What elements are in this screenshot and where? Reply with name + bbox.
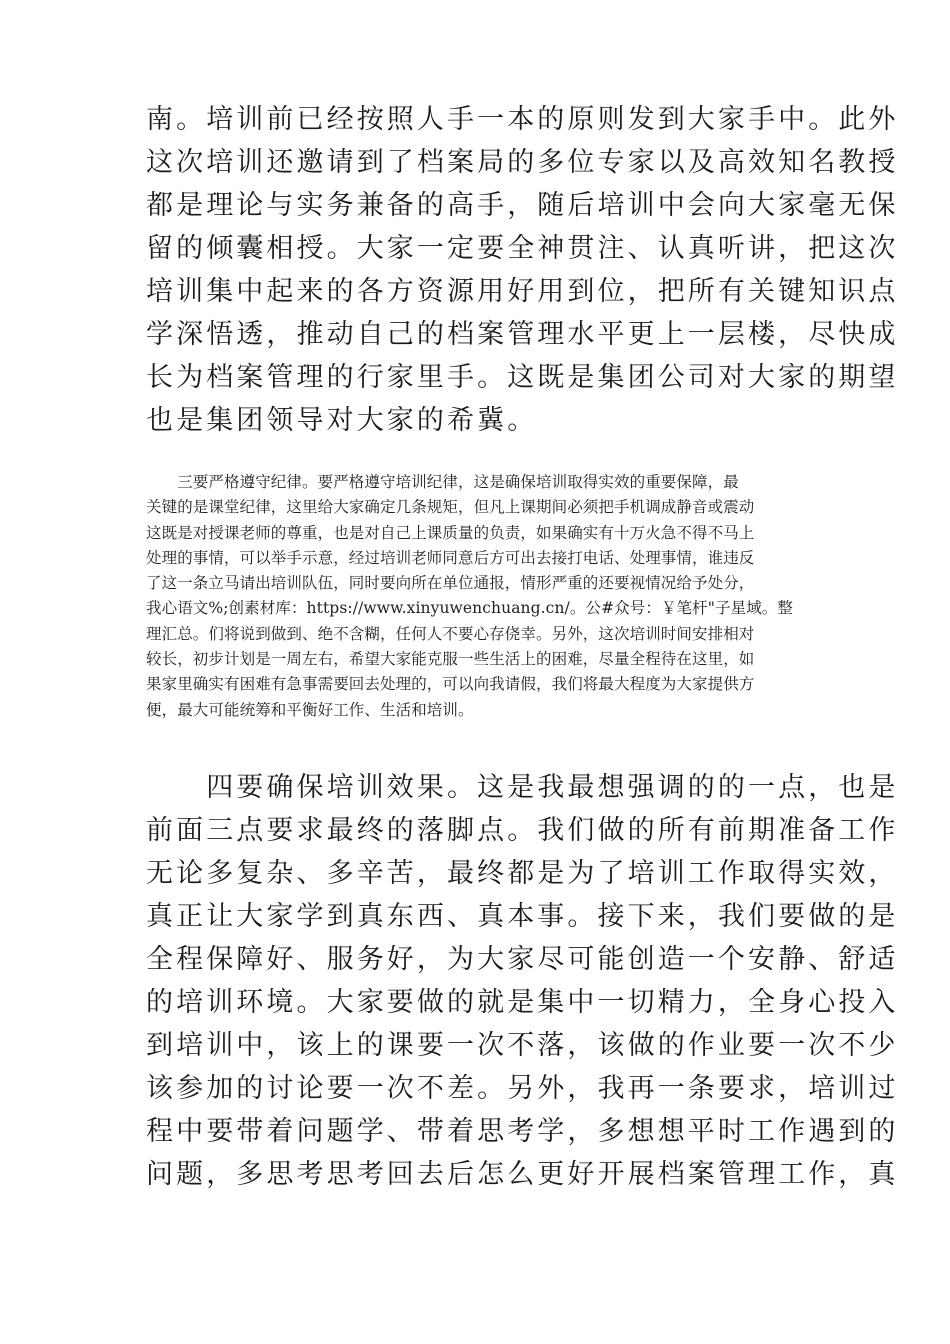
text-line: 我心语文%;创素材库：https://www.xinyuwenchuang.cn/。公#众号：￥笔杆"子星域。整 (146, 599, 793, 618)
text-line: 长为档案管理的行家里手。这既是集团公司对大家的期望 (146, 362, 899, 393)
text-line: 留的倾囊相授。大家一定要全神贯注、认真听讲，把这次 (146, 233, 899, 264)
text-line: 问题，多思考思考回去后怎么更好开展档案管理工作，真 (146, 1159, 899, 1190)
text-line: 理汇总。们将说到做到、绝不含糊，任何人不要心存侥幸。另外，这次培训时间安排相对 (146, 624, 755, 643)
text-line: 无论多复杂、多辛苦，最终都是为了培训工作取得实效， (146, 858, 899, 889)
text-line: 关键的是课堂纪律，这里给大家确定几条规矩，但凡上课期间必须把手机调成静音或震动 (146, 498, 755, 517)
text-line: 便，最大可能统筹和平衡好工作、生活和培训。 (146, 700, 474, 719)
text-line: 也是集团领导对大家的希冀。 (146, 405, 538, 436)
text-line: 程中要带着问题学、带着思考学，多想想平时工作遇到的 (146, 1116, 899, 1147)
text-line: 全程保障好、服务好，为大家尽可能创造一个安静、舒适 (146, 944, 899, 975)
text-line: 到培训中，该上的课要一次不落，该做的作业要一次不少 (146, 1030, 899, 1061)
text-line: 学深悟透，推动自己的档案管理水平更上一层楼，尽快成 (146, 319, 899, 350)
text-line: 这既是对授课老师的尊重，也是对自己上课质量的负责，如果确实有十万火急不得不马上 (146, 523, 755, 542)
paragraph-discipline (146, 470, 810, 723)
paragraph-training-materials (146, 98, 899, 442)
text-line: 的培训环境。大家要做的就是集中一切精力，全身心投入 (146, 987, 899, 1018)
text-line: 该参加的讨论要一次不差。另外，我再一条要求，培训过 (146, 1073, 899, 1104)
text-line: 都是理论与实务兼备的高手，随后培训中会向大家毫无保 (146, 190, 899, 221)
text-line: 处理的事情，可以举手示意，经过培训老师同意后方可出去接打电话、处理事情，谁违反 (146, 548, 755, 567)
text-line: 了这一条立马请出培训队伍，同时要向所在单位通报，情形严重的还要视情况给予处分， (146, 574, 755, 593)
text-line: 果家里确实有困难有急事需要回去处理的，可以向我请假，我们将最大程度为大家提供方 (146, 675, 755, 694)
text-line: 这次培训还邀请到了档案局的多位专家以及高效知名教授 (146, 147, 899, 178)
text-line: 真正让大家学到真东西、真本事。接下来，我们要做的是 (146, 901, 899, 932)
text-line: 南。培训前已经按照人手一本的原则发到大家手中。此外 (146, 104, 899, 135)
text-line: 培训集中起来的各方资源用好用到位，把所有关键知识点 (146, 276, 899, 307)
paragraph-training-effect (146, 766, 899, 1196)
text-line: 前面三点要求最终的落脚点。我们做的所有前期准备工作 (146, 815, 899, 846)
text-line: 四要确保培训效果。这是我最想强调的的一点，也是 (146, 772, 899, 803)
text-line: 三要严格遵守纪律。要严格遵守培训纪律，这是确保培训取得实效的重要保障，最 (146, 473, 739, 491)
text-line: 较长，初步计划是一周左右，希望大家能克服一些生活上的困难，尽量全程待在这里，如 (146, 650, 755, 669)
